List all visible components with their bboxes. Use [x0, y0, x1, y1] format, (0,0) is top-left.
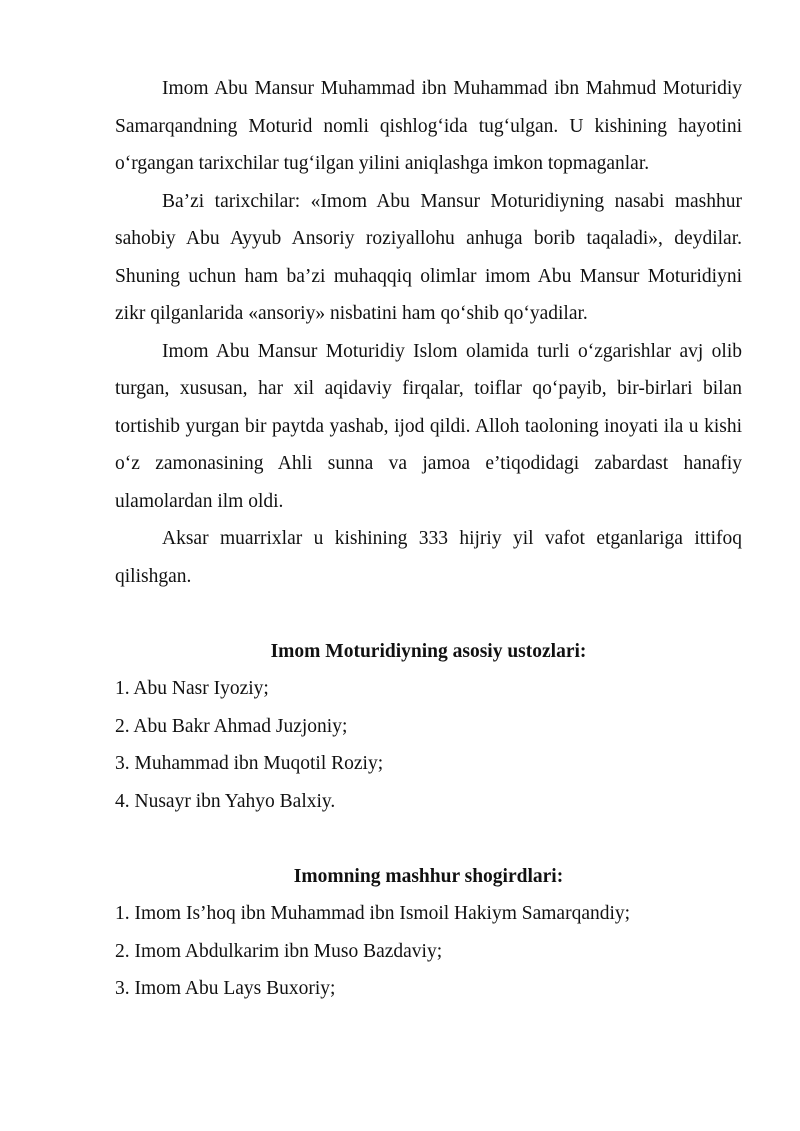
list-item: 1. Imom Is’hoq ibn Muhammad ibn Ismoil Hakiym Samarqandiy; — [115, 903, 631, 924]
teachers-list — [115, 670, 742, 820]
paragraph-death: Aksar muarrixlar u kishining 333 hijriy yil vafot etganlariga ittifoq qilishgan. — [115, 528, 742, 587]
section-spacer — [115, 820, 742, 858]
teachers-heading: Imom Moturidiyning asosiy ustozlari: — [270, 640, 587, 662]
list-item: 2. Abu Bakr Ahmad Juzjoniy; — [115, 715, 348, 737]
document-page — [115, 70, 742, 1008]
list-item: 3. Imom Abu Lays Buxoriy; — [115, 978, 336, 999]
list-item: 2. Imom Abdulkarim ibn Muso Bazdaviy; — [115, 940, 443, 962]
students-heading: Imomning mashhur shogirdlari: — [293, 865, 564, 887]
paragraph-birth: Imom Abu Mansur Muhammad ibn Muhammad ibn Mahmud Moturidiy Samarqandning Moturid nomli qishlog‘ida tug‘ulgan. U kishining hayotini o‘rgangan tarixchilar tug‘ilgan yilini aniqlashga imkon topmaganlar. — [115, 78, 742, 174]
paragraph-era: Imom Abu Mansur Moturidiy Islom olamida turli o‘zgarishlar avj olib turgan, xususan, har xil aqidaviy firqalar, toiflar qo‘payib, bir-birlari bilan tortishib yurgan bir paytda yashab, ijod qildi. Alloh taoloning inoyati ila u kishi o‘z zamonasining Ahli sunna va jamoa e’tiqodidagi zabardast hanafiy ulamolardan ilm oldi. — [115, 340, 742, 512]
section-spacer — [115, 595, 742, 633]
paragraph-lineage: Ba’zi tarixchilar: «Imom Abu Mansur Moturidiyning nasabi mashhur sahobiy Abu Ayyub Ansoriy roziyallohu anhuga borib taqaladi», deydilar. Shuning uchun ham ba’zi muhaqqiq olimlar imom Abu Mansur Moturidiyni zikr qilganlarida «ansoriy» nisbatini ham qo‘shib qo‘yadilar. — [115, 190, 742, 324]
students-list — [115, 895, 742, 1008]
list-item: 4. Nusayr ibn Yahyo Balxiy. — [115, 790, 336, 812]
list-item: 1. Abu Nasr Iyoziy; — [115, 678, 269, 699]
list-item: 3. Muhammad ibn Muqotil Roziy; — [115, 753, 384, 774]
